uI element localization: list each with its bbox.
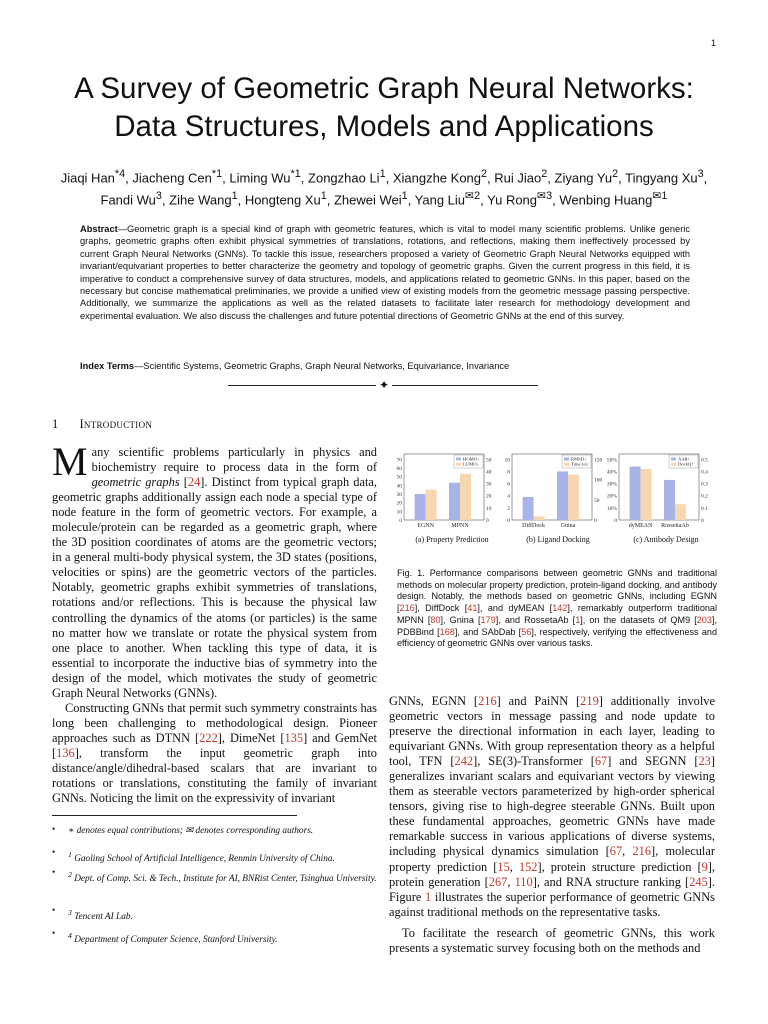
legend-label: Time (s)↓ bbox=[571, 461, 589, 467]
y-tick-label-left: 20 bbox=[396, 500, 402, 507]
bar-rmsd bbox=[557, 471, 568, 520]
index-terms bbox=[80, 360, 690, 372]
author-list: Jiaqi Han$^{*4}$, Jiacheng Cen$^{*1}$, Liming Wu$^{*1}$, Zongzhao Li$^1$, Xiangzhe Kong$^2$, Rui Jiao$^2$, Ziyang Yu$^2$, Tingyang Xu$^3$, Fandi Wu$^3$, Zihe Wang$^1$, Hongteng Xu$^1$, Zhewei Wei$^1$, Yang Liu$^{✉2}$, Yu Rong$^{✉3}$, Wenbing Huang$^{✉1}$ bbox=[60, 168, 708, 208]
y-tick-label-right: 0.3 bbox=[701, 481, 708, 488]
y-tick-label-left: 50 bbox=[396, 474, 402, 481]
legend-swatch bbox=[564, 458, 569, 461]
y-tick-label-right: 0.4 bbox=[701, 469, 708, 476]
y-tick-label-left: 40 bbox=[396, 483, 402, 490]
subcaption-a: (a) Property Prediction bbox=[415, 535, 489, 544]
bar-rmsd bbox=[523, 497, 534, 520]
y-tick-label-left: 10% bbox=[606, 505, 617, 512]
y-tick-label-left: 30% bbox=[606, 481, 617, 488]
bar-aar bbox=[630, 467, 641, 520]
y-tick-label-left: 4 bbox=[507, 493, 510, 500]
index-terms-text: —Scientific Systems, Geometric Graphs, Graph Neural Networks, Equivariance, Invariance bbox=[134, 361, 510, 371]
left-column bbox=[52, 439, 377, 806]
bar-times bbox=[534, 516, 545, 520]
legend-label: DockQ↑ bbox=[678, 461, 694, 467]
footnote-bullet: • bbox=[52, 906, 56, 916]
y-tick-label-right: 100 bbox=[594, 477, 603, 484]
title-line-2: Data Structures, Models and Applications bbox=[114, 110, 654, 143]
footnote-rule bbox=[52, 815, 297, 816]
y-tick-label-left: 70 bbox=[396, 457, 402, 464]
y-tick-label-left: 0 bbox=[399, 518, 402, 524]
page-number: 1 bbox=[710, 38, 716, 48]
bar-dockq bbox=[641, 469, 652, 520]
intro-paragraph-1 bbox=[52, 439, 377, 701]
footnote-text: ∗ denotes equal contributions; ✉ denotes corresponding authors. bbox=[68, 826, 314, 836]
right-paragraph-1: GNNs, EGNN [216] and PaiNN [219] additionally involve geometric vectors in message passing and node update to preserve the directional information in each layer, leading to equivariant GNNs. With group representation theory as a helpful tool, TFN [242], SE(3)-Transformer [67] and SEGNN [23] generalizes invariant scalars and equivariant vectors by viewing them as steerable vectors parameterized by high-order spherical tensors, giving rise to high-degree steerable GNNs. Built upon these fundamental approaches, geometric GNNs have made remarkable success in various applications of diverse systems, including physical dynamics simulation [67, 216], molecular property prediction [15, 152], protein structure prediction [9], protein generation [267, 110], and RNA structure ranking [245]. Figure 1 illustrates the superior performance of geometric GNNs against traditional methods on the representative tasks. bbox=[389, 694, 716, 919]
footnote-text: $^2$ Dept. of Comp. Sci. & Tech., Institute for AI, BNRist Center, Tsinghua University. bbox=[68, 870, 377, 885]
legend-swatch bbox=[456, 458, 461, 461]
y-tick-label-right: 0 bbox=[486, 518, 489, 524]
subcaption-c: (c) Antibody Design bbox=[633, 535, 699, 544]
bar-aar bbox=[664, 480, 675, 520]
section-title: Introduction bbox=[79, 417, 153, 431]
abstract-text: —Geometric graph is a special kind of graph with geometric features, which is vital to model many scientific problems. Unlike generic graphs, geometric graphs often exhibit physical symmetries of translations, rotations, and reflections, making them ineffectively processed by current Graph Neural Networks (GNNs). To tackle this issue, researchers proposed a variety of Geometric Graph Neural Networks equipped with invariant/equivariant properties to better characterize the geometry and topology of geometric graphs. Given the current progress in this field, it is imperative to conduct a comprehensive survey of data structures, models, and applications related to geometric GNNs. In this paper, based on the necessary but concise mathematical preliminaries, we provide a unified view of existing models from the geometric message passing perspective. Additionally, we summarize the applications as well as the related datasets to facilitate later research for methodology development and experimental evaluation. We also discuss the challenges and future potential directions of Geometric GNNs at the end of this survey. bbox=[80, 224, 690, 321]
title-line-1: A Survey of Geometric Graph Neural Networks: bbox=[74, 72, 694, 105]
y-tick-label-left: 20% bbox=[606, 493, 617, 500]
section-number: 1 bbox=[52, 417, 59, 431]
y-tick-label-right: 10 bbox=[486, 505, 492, 512]
right-column bbox=[389, 694, 715, 956]
y-tick-label-left: 0 bbox=[614, 518, 617, 524]
divider-ornament: ✦ bbox=[376, 378, 392, 392]
x-tick-label: EGNN bbox=[417, 523, 434, 529]
y-tick-label-left: 6 bbox=[507, 481, 510, 488]
legend-swatch bbox=[671, 463, 676, 466]
legend-swatch bbox=[456, 463, 461, 466]
footnote-bullet: • bbox=[52, 825, 56, 835]
legend-label: AAR↑ bbox=[678, 456, 690, 462]
bar-lumo bbox=[460, 474, 471, 520]
bar-lumo bbox=[426, 490, 437, 520]
y-tick-label-left: 10 bbox=[504, 457, 510, 464]
bar-times bbox=[568, 475, 579, 520]
y-tick-label-right: 50 bbox=[594, 497, 600, 504]
footnote-bullet: • bbox=[52, 929, 56, 939]
y-tick-label-left: 60 bbox=[396, 465, 402, 472]
y-tick-label-left: 50% bbox=[606, 457, 617, 464]
section-heading bbox=[52, 417, 152, 432]
bar-homo bbox=[415, 494, 426, 520]
footnote-bullet: • bbox=[52, 868, 56, 878]
y-tick-label-right: 0 bbox=[701, 518, 704, 524]
footnote-text: $^3$ Tencent AI Lab. bbox=[68, 908, 133, 923]
index-terms-label: Index Terms bbox=[80, 361, 135, 371]
y-tick-label-right: 0 bbox=[594, 518, 597, 524]
abstract bbox=[80, 223, 690, 322]
x-tick-label: MPNN bbox=[451, 523, 469, 529]
y-tick-label-left: 2 bbox=[507, 505, 510, 512]
abstract-label: Abstract bbox=[80, 224, 118, 234]
y-tick-label-left: 8 bbox=[507, 469, 510, 476]
legend-label: RMSD↓ bbox=[571, 456, 587, 462]
x-tick-label: dyMEAN bbox=[628, 523, 653, 529]
y-tick-label-right: 0.1 bbox=[701, 505, 708, 512]
y-tick-label-right: 0.5 bbox=[701, 457, 708, 464]
y-tick-label-right: 150 bbox=[594, 457, 603, 464]
figure-caption: Fig. 1. Performance comparisons between geometric GNNs and traditional methods on molecular property prediction, protein-ligand docking, and antibody design. Notably, the methods based on geometric GNNs, including EGNN [216], DiffDock [41], and dyMEAN [142], remarkably outperform traditional MPNN [80], Gnina [179], and RossetaAb [1], on the datasets of QM9 [203], PDBBind [168], and SAbDab [56], respectively, verifying the effectiveness and efficiency of geometric GNNs over various tasks. bbox=[397, 568, 718, 649]
y-tick-label-left: 10 bbox=[396, 509, 402, 516]
y-tick-label-right: 50 bbox=[486, 457, 492, 464]
y-tick-label-right: 0.2 bbox=[701, 493, 708, 500]
paper-title bbox=[40, 70, 728, 146]
dropcap: M bbox=[52, 439, 88, 484]
legend-label: LUMO↓ bbox=[463, 461, 479, 467]
x-tick-label: Gnina bbox=[560, 523, 576, 529]
bar-dockq bbox=[675, 504, 686, 520]
legend-label: HOMO↓ bbox=[463, 456, 480, 462]
legend-swatch bbox=[564, 463, 569, 466]
footnote-text: $^1$ Gaoling School of Artificial Intelligence, Renmin University of China. bbox=[68, 850, 335, 865]
y-tick-label-right: 20 bbox=[486, 493, 492, 500]
legend-swatch bbox=[671, 458, 676, 461]
footnote-bullet: • bbox=[52, 848, 56, 858]
y-tick-label-right: 30 bbox=[486, 481, 492, 488]
y-tick-label-left: 0 bbox=[507, 518, 510, 524]
x-tick-label: DiffDock bbox=[522, 523, 546, 529]
y-tick-label-left: 40% bbox=[606, 469, 617, 476]
subcaption-b: (b) Ligand Docking bbox=[526, 535, 590, 544]
intro-paragraph-1-text: any scientific problems particularly in physics and biochemistry require to process data in the form of geometric graphs [24]. Distinct from typical graph data, geometric graphs additionally assign each node a special type of node feature in the form of geometric vectors. For example, a molecule/protein can be regarded as a geometric graph, where the 3D position coordinates of atoms are the geometric vectors; in a general multi-body physical system, the 3D states (positions, velocities or spins) are the geometric vectors of the particles. Notably, geometric graphs exhibit symmetries of translations, rotations and/or reflections. This is because the physical law controlling the dynamics of the atoms (or particles) is the same no matter how we translate or rotate the physical system from one place to another. When tackling this type of data, it is essential to incorporate the inductive bias of symmetry into the design of the model, which motivates the study of geometric Graph Neural Networks (GNNs). bbox=[52, 445, 377, 700]
footnote-text: $^4$ Department of Computer Science, Stanford University. bbox=[68, 931, 278, 946]
bar-homo bbox=[449, 483, 460, 520]
figure-1-charts bbox=[384, 448, 714, 548]
right-paragraph-2: To facilitate the research of geometric GNNs, this work presents a systematic survey focusing both on the methods and bbox=[389, 925, 715, 955]
x-tick-label: RossettaAb bbox=[661, 523, 689, 529]
intro-paragraph-2: Constructing GNNs that permit such symmetry constraints has long been challenging to methodological design. Pioneer approaches such as DTNN [222], DimeNet [135] and GemNet [136], transform the input geometric graph into distance/angle/dihedral-based scalars that are invariant to rotations or translations, constituting the family of invariant GNNs. Noticing the limit on the expressivity of invariant bbox=[52, 700, 377, 806]
y-tick-label-left: 30 bbox=[396, 491, 402, 498]
y-tick-label-right: 40 bbox=[486, 469, 492, 476]
